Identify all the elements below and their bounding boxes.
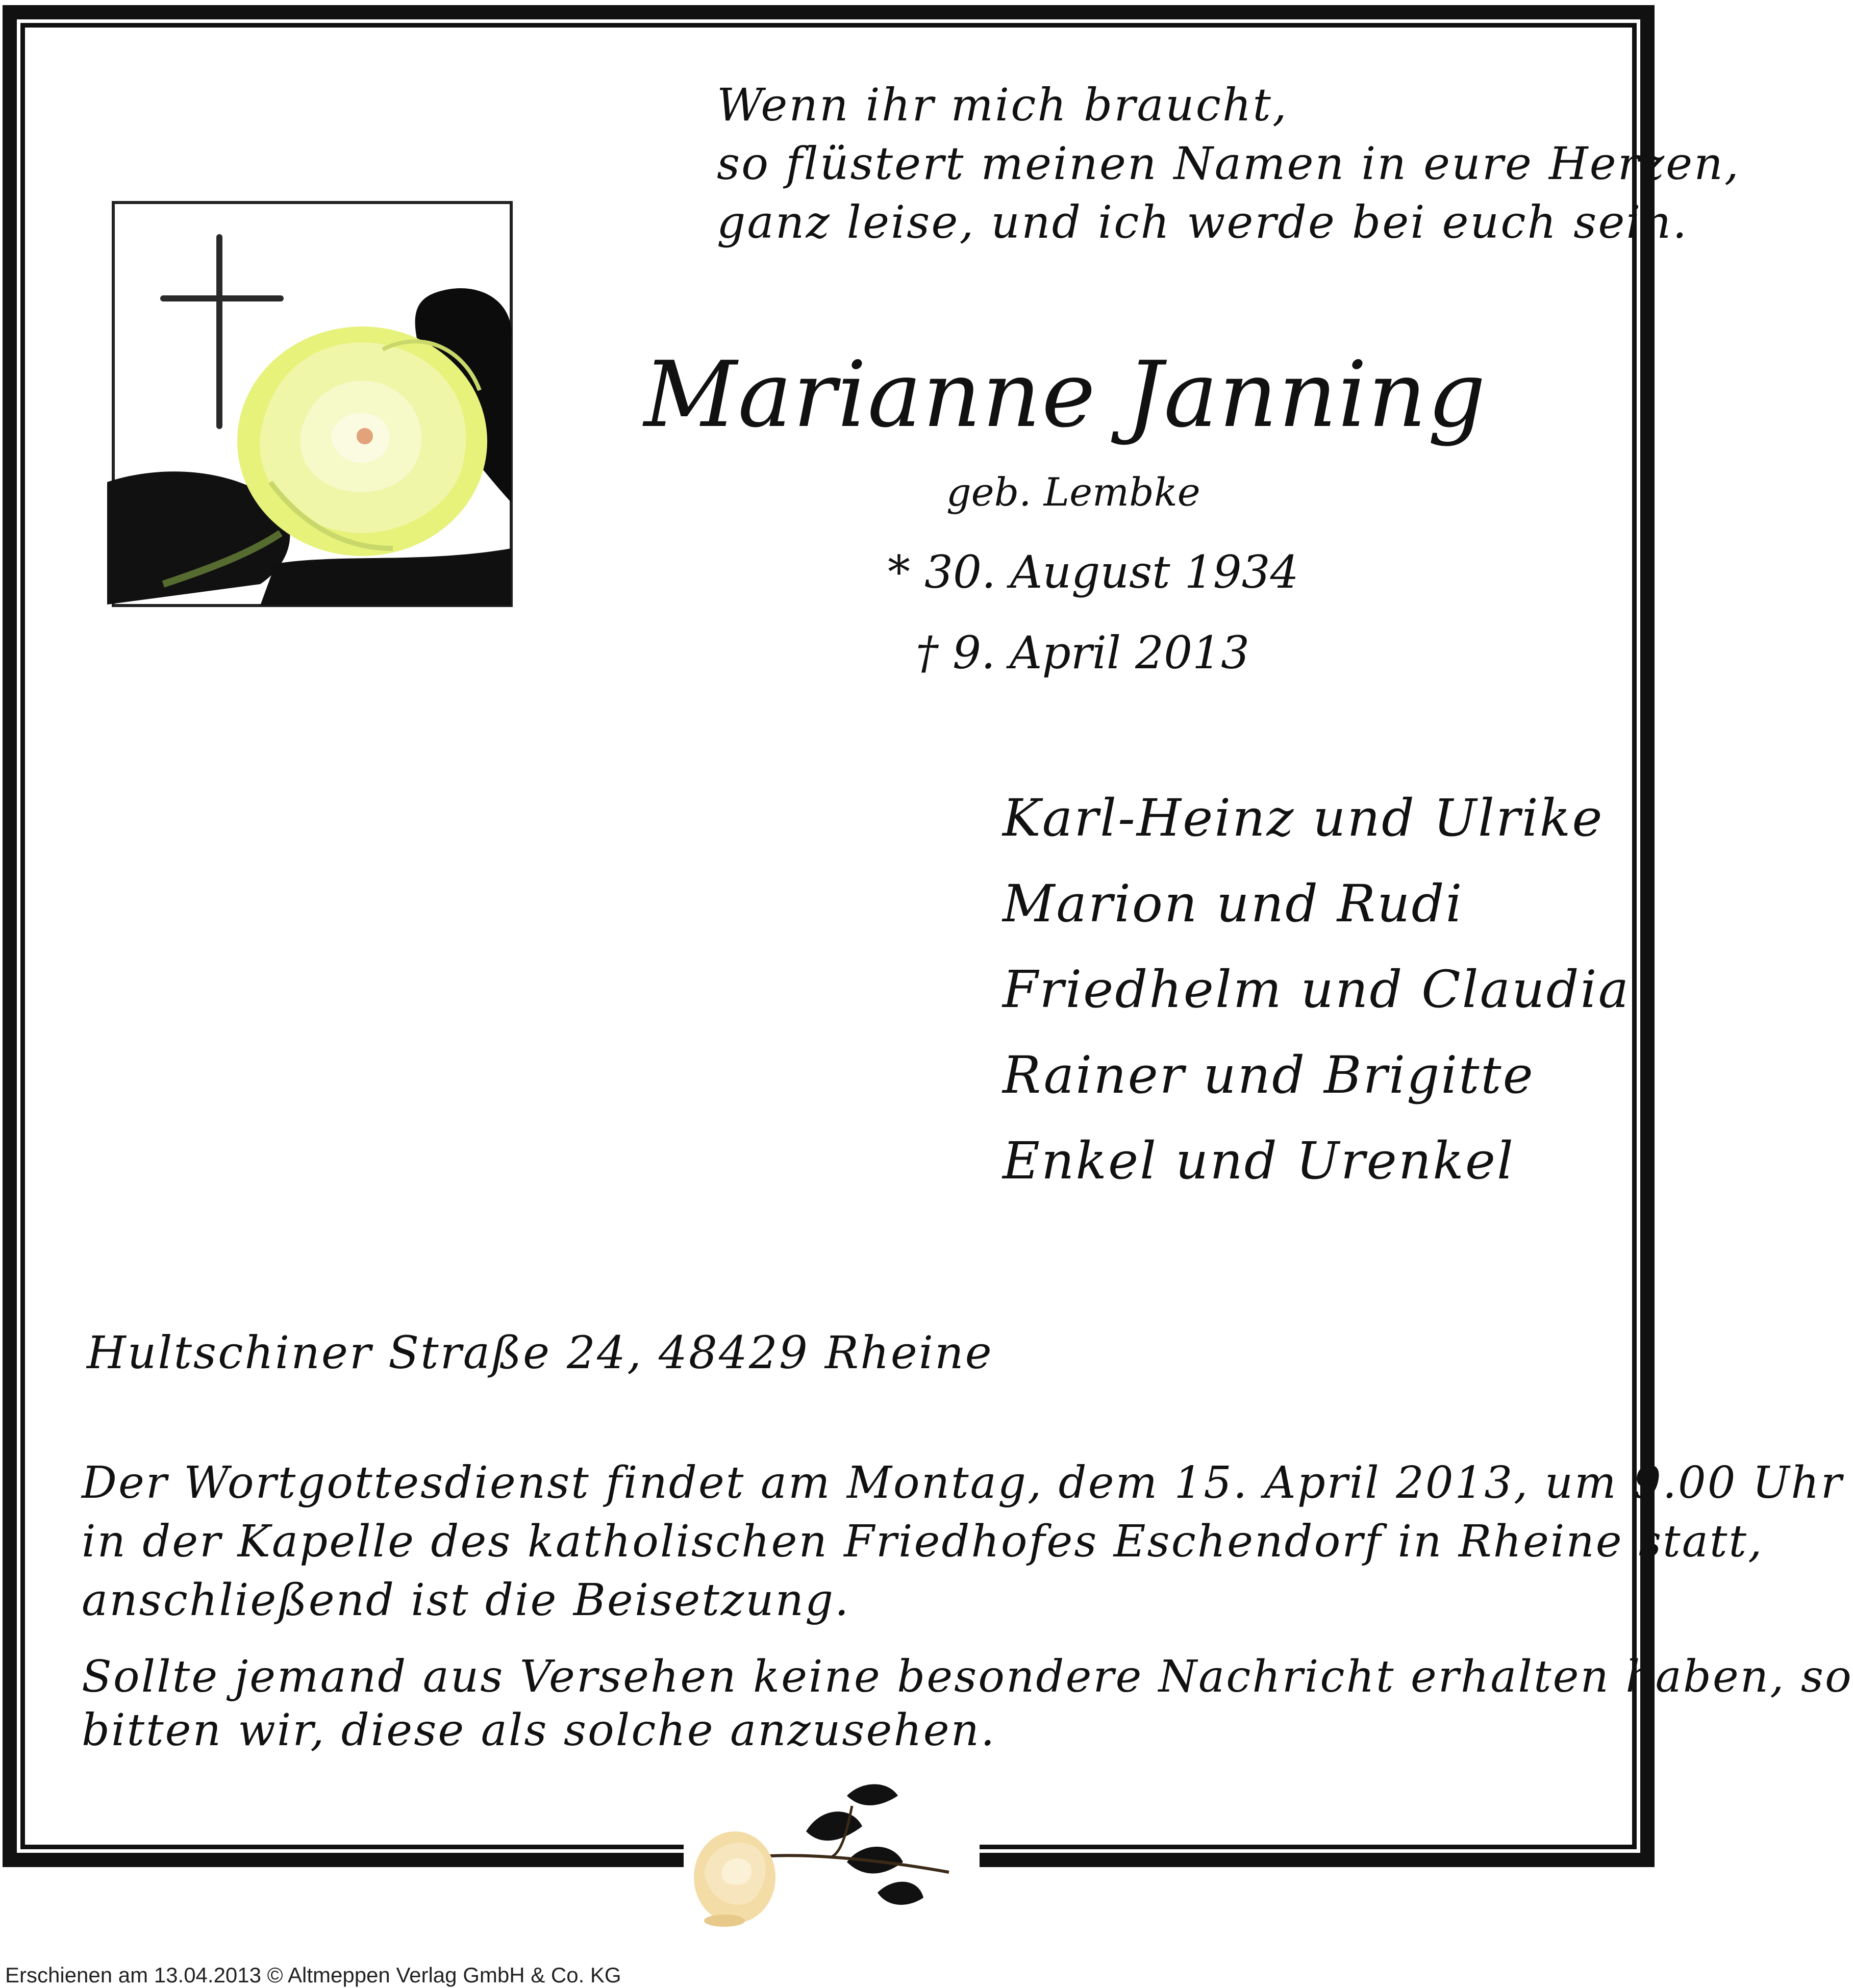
mourner-entry: Friedhelm und Claudia [1003,960,1631,1019]
notice-line: bitten wir, diese als solche anzusehen. [82,1705,996,1756]
leaf-shape [847,1784,898,1805]
notice-text [82,1650,1853,1757]
rose-icon [237,326,487,556]
service-line: Der Wortgottesdienst findet am Montag, dem 15. April 2013, um 9.00 Uhr [82,1457,1843,1508]
leaf-shape [806,1811,862,1841]
deceased-name: Marianne Janning [644,342,1487,447]
poem [717,76,1740,251]
birth-date: * 30. August 1934 [888,546,1299,598]
rose-bloom [694,1831,775,1927]
address: Hultschiner Straße 24, 48429 Rheine [87,1326,993,1379]
mourner-entry: Rainer und Brigitte [1003,1045,1535,1105]
rose-icon [679,1775,964,1928]
publication-footer: Erschienen am 13.04.2013 © Altmeppen Verlag GmbH & Co. KG [5,1963,621,1987]
mourner-entry: Enkel und Urenkel [1003,1131,1515,1191]
service-line: in der Kapelle des katholischen Friedhofes Eschendorf in Rheine statt, [82,1516,1764,1567]
poem-line: Wenn ihr mich braucht, [717,79,1288,131]
maiden-name: geb. Lembke [946,469,1200,515]
cross-rose-emblem-icon [107,196,515,615]
service-info [82,1454,1843,1630]
poem-line: ganz leise, und ich werde bei euch sein. [717,196,1689,248]
mourners-list [1003,775,1630,1204]
mourner-entry: Marion und Rudi [1003,874,1464,934]
mourner-entry: Karl-Heinz und Ulrike [1003,788,1604,848]
death-date: † 9. April 2013 [916,626,1250,679]
poem-line: so flüstert meinen Namen in eure Herzen, [717,137,1740,190]
notice-line: Sollte jemand aus Versehen keine besondere Nachricht erhalten haben, so [82,1651,1853,1702]
leaf-shape [878,1882,923,1905]
service-line: anschließend ist die Beisetzung. [82,1575,850,1626]
